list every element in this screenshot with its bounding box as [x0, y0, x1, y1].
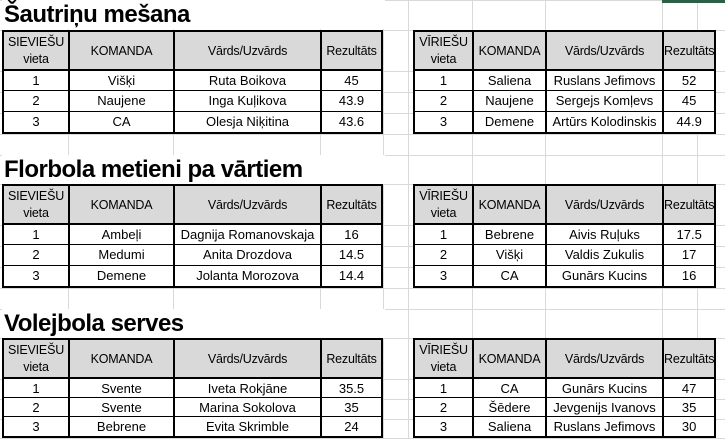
header-place-men[interactable]	[415, 340, 474, 379]
header-place-line1: VĪRIEŠU	[419, 189, 468, 204]
cell-place[interactable]: 2	[4, 245, 70, 265]
cell-place[interactable]: 1	[4, 71, 70, 91]
cell-name[interactable]: Ruslans Jefimovs	[547, 71, 664, 91]
cell-team[interactable]: Višķi	[70, 71, 175, 91]
cell-name[interactable]: Ruslans Jefimovs	[547, 417, 664, 436]
header-team[interactable]: KOMANDA	[474, 32, 547, 71]
header-place-line1: SIEVIEŠU	[7, 35, 65, 50]
header-place-line1: SIEVIEŠU	[7, 189, 65, 204]
header-place-line2: vieta	[430, 359, 457, 374]
cell-result[interactable]: 45	[322, 71, 381, 91]
cell-result[interactable]: 30	[681, 419, 697, 434]
cell-result[interactable]: 43.6	[338, 114, 365, 130]
cell-result[interactable]: 17.5	[664, 225, 714, 245]
cell-place[interactable]: 3	[415, 112, 474, 132]
cell-team[interactable]: Svente	[70, 398, 175, 417]
header-place-line1: SIEVIEŠU	[7, 343, 65, 358]
cell-result[interactable]: 17	[664, 245, 714, 265]
cell-team[interactable]: Svente	[70, 379, 175, 398]
cell-team[interactable]: Bebrene	[70, 417, 175, 436]
cell-result[interactable]: 35.5	[322, 379, 381, 398]
header-result[interactable]: Rezultāts	[322, 186, 381, 225]
header-place-line2: vieta	[23, 205, 49, 220]
header-result[interactable]: Rezultāts	[322, 32, 381, 71]
cell-team[interactable]: Demene	[70, 266, 175, 286]
cell-team[interactable]: CA	[474, 266, 547, 286]
header-place-line2: vieta	[430, 51, 457, 66]
cell-name[interactable]: Jolanta Morozova	[175, 266, 322, 286]
header-name[interactable]: Vārds/Uzvārds	[547, 186, 664, 225]
cell-result[interactable]: 45	[664, 91, 714, 111]
section-title-florbola-metieni[interactable]: Florbola metieni pa vārtiem	[2, 155, 385, 184]
cell-name[interactable]: Marina Sokolova	[175, 398, 322, 417]
header-name[interactable]: Vārds/Uzvārds	[175, 340, 322, 379]
cell-name[interactable]: Valdis Zukulis	[547, 245, 664, 265]
cell-place[interactable]: 1	[415, 71, 474, 91]
cell-place[interactable]: 1	[4, 225, 70, 245]
header-team[interactable]: KOMANDA	[70, 186, 175, 225]
cell-team[interactable]: Ambeļi	[70, 225, 175, 245]
header-name[interactable]: Vārds/Uzvārds	[175, 32, 322, 71]
cell-team[interactable]: Naujene	[474, 91, 547, 111]
cell-result[interactable]: 24	[344, 419, 359, 434]
cell-place[interactable]: 3	[4, 112, 70, 132]
cell-name[interactable]: Sergejs Komļevs	[547, 91, 664, 111]
cell-name[interactable]: Gunārs Kucins	[547, 266, 664, 286]
cell-name[interactable]: Olesja Niķitina	[175, 112, 322, 132]
selection-accent-line	[662, 0, 725, 3]
cell-team[interactable]: Naujene	[70, 91, 175, 111]
section-title-volejbola-serves[interactable]: Volejbola serves	[2, 309, 385, 338]
header-result[interactable]: Rezultāts	[322, 340, 381, 379]
header-place-women[interactable]	[4, 32, 70, 71]
cell-place[interactable]: 2	[415, 398, 474, 417]
table-floorball-women	[2, 184, 383, 288]
cell-result[interactable]: 35	[322, 398, 381, 417]
cell-name[interactable]: Dagnija Romanovskaja	[175, 225, 322, 245]
cell-team[interactable]: CA	[474, 379, 547, 398]
header-place-line2: vieta	[23, 359, 49, 374]
cell-team[interactable]: Demene	[474, 112, 547, 132]
cell-place[interactable]: 3	[415, 266, 474, 286]
cell-place[interactable]: 1	[4, 379, 70, 398]
cell-name[interactable]: Anita Drozdova	[175, 245, 322, 265]
header-name[interactable]: Vārds/Uzvārds	[175, 186, 322, 225]
cell-name[interactable]: Jevgenijs Ivanovs	[547, 398, 664, 417]
cell-name[interactable]: Inga Kuļikova	[175, 91, 322, 111]
table-darts-men	[413, 30, 716, 134]
cell-result[interactable]: 14.4	[338, 268, 365, 284]
cell-name[interactable]: Aivis Ruļuks	[547, 225, 664, 245]
header-team[interactable]: KOMANDA	[70, 32, 175, 71]
gridline	[0, 134, 725, 135]
cell-place[interactable]: 2	[4, 398, 70, 417]
gridline	[383, 0, 384, 439]
header-name[interactable]: Vārds/Uzvārds	[547, 340, 664, 379]
cell-name[interactable]: Ruta Boikova	[175, 71, 322, 91]
cell-name[interactable]: Iveta Rokjāne	[175, 379, 322, 398]
gridline	[408, 0, 409, 439]
cell-result[interactable]: 47	[664, 379, 714, 398]
section-title-sautrinu-mesana[interactable]: Šautriņu mešana	[2, 0, 385, 29]
table-volleyball-men	[413, 338, 716, 438]
cell-team[interactable]: CA	[70, 112, 175, 132]
header-team[interactable]: KOMANDA	[474, 186, 547, 225]
cell-result[interactable]: 52	[664, 71, 714, 91]
cell-name[interactable]: Evita Skrimble	[175, 417, 322, 436]
header-place-line2: vieta	[23, 51, 49, 66]
cell-place[interactable]: 2	[4, 91, 70, 111]
cell-result[interactable]: 43.9	[322, 91, 381, 111]
cell-place[interactable]: 3	[4, 266, 70, 286]
table-darts-women	[2, 30, 383, 134]
header-place-women[interactable]	[4, 340, 70, 379]
header-place-line1: VĪRIEŠU	[419, 343, 468, 358]
cell-team[interactable]: Saliena	[474, 417, 547, 436]
cell-team[interactable]: Šēdere	[474, 398, 547, 417]
header-place-line1: VĪRIEŠU	[419, 35, 468, 50]
header-result[interactable]: Rezultāts	[664, 186, 714, 225]
header-result[interactable]: Rezultāts	[664, 32, 714, 71]
table-volleyball-women	[2, 338, 383, 438]
cell-place[interactable]: 3	[4, 417, 70, 436]
cell-team[interactable]: Bebrene	[474, 225, 547, 245]
header-place-men[interactable]	[415, 32, 474, 71]
header-team[interactable]: KOMANDA	[474, 340, 547, 379]
cell-team[interactable]: Višķi	[474, 245, 547, 265]
cell-result[interactable]: 35	[664, 398, 714, 417]
header-name[interactable]: Vārds/Uzvārds	[547, 32, 664, 71]
table-floorball-men	[413, 184, 716, 288]
header-result[interactable]: Rezultāts	[664, 340, 714, 379]
cell-result[interactable]: 14.5	[322, 245, 381, 265]
cell-place[interactable]: 1	[415, 379, 474, 398]
header-place-men[interactable]	[415, 186, 474, 225]
cell-place[interactable]: 2	[415, 91, 474, 111]
cell-team[interactable]: Saliena	[474, 71, 547, 91]
cell-name[interactable]: Artūrs Kolodinskis	[547, 112, 664, 132]
cell-team[interactable]: Medumi	[70, 245, 175, 265]
cell-result[interactable]: 16	[681, 268, 697, 284]
cell-name[interactable]: Gunārs Kucins	[547, 379, 664, 398]
header-place-line2: vieta	[430, 205, 457, 220]
cell-place[interactable]: 3	[415, 417, 474, 436]
gridline	[0, 288, 725, 289]
cell-place[interactable]: 1	[415, 225, 474, 245]
cell-result[interactable]: 16	[322, 225, 381, 245]
header-team[interactable]: KOMANDA	[70, 340, 175, 379]
cell-result[interactable]: 44.9	[676, 114, 702, 130]
header-place-women[interactable]	[4, 186, 70, 225]
cell-place[interactable]: 2	[415, 245, 474, 265]
